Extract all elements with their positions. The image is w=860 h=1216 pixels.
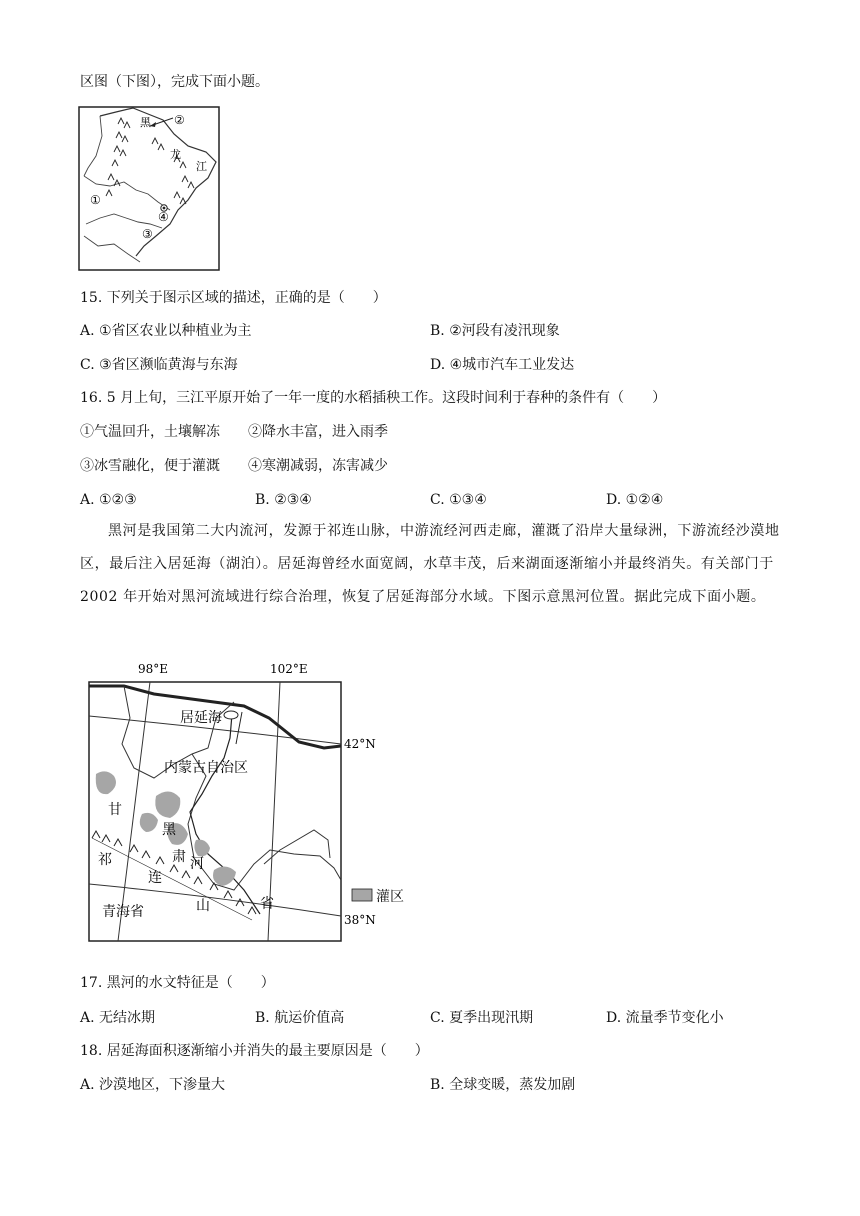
passage-text: 黑河是我国第二大内流河，发源于祁连山脉，中游流经河西走廊，灌溉了沿岸大量绿洲，下游流经沙漠地区，最后注入居延海（湖泊）。居延海曾经水面宽阔，水草丰茂，后来湖面逐渐缩小并最终消失。有关部门于 2002 年开始对黑河流域进行综合治理，恢复了居延海部分水域。下图示意黑河位置。据此完成下面小题。 <box>80 523 780 605</box>
q17-option-a[interactable]: A. 无结冰期 <box>80 1010 156 1026</box>
q16-option-c[interactable]: C. ①③④ <box>430 492 487 508</box>
q16-option-d[interactable]: D. ①②④ <box>606 492 664 508</box>
juyanhai-lake <box>224 711 238 719</box>
q16-stem: 16. 5 月上旬，三江平原开始了一年一度的水稻插秧工作。这段时间利于春种的条件有（ ） <box>80 390 667 406</box>
q16-option-a[interactable]: A. ①②③ <box>80 492 137 508</box>
label-lon-102: 102°E <box>270 662 308 676</box>
q17-option-c[interactable]: C. 夏季出现汛期 <box>430 1010 534 1026</box>
q15-option-c[interactable]: C. ③省区濒临黄海与东海 <box>80 357 238 373</box>
label-hei: 黑 <box>140 116 151 129</box>
label-qinghai: 青海省 <box>102 904 144 920</box>
label-circle-2: ② <box>174 113 185 127</box>
q17-stem: 17. 黑河的水文特征是（ ） <box>80 975 275 991</box>
label-qi: 祁 <box>98 852 112 868</box>
label-long: 龙 <box>170 148 181 161</box>
q18-stem: 18. 居延海面积逐渐缩小并消失的最主要原因是（ ） <box>80 1043 429 1059</box>
heihe-map <box>84 658 384 948</box>
label-lat-42: 42°N <box>344 737 376 751</box>
q16-items-row2: ③冰雪融化，便于灌溉 ④寒潮减弱，冻害减少 <box>80 458 388 474</box>
label-lian: 连 <box>148 870 162 886</box>
label-jiang: 江 <box>196 160 207 173</box>
label-lat-38: 38°N <box>344 913 376 927</box>
label-su: 肃 <box>172 849 186 865</box>
label-he: 河 <box>190 856 204 872</box>
q18-option-a[interactable]: A. 沙漠地区，下渗量大 <box>80 1077 226 1093</box>
label-lon-98: 98°E <box>138 662 169 676</box>
label-sheng: 省 <box>260 896 274 912</box>
q15-stem: 15. 下列关于图示区域的描述，正确的是（ ） <box>80 290 387 306</box>
q15-option-d[interactable]: D. ④城市汽车工业发达 <box>430 357 575 373</box>
label-circle-3: ③ <box>142 227 153 241</box>
label-shan: 山 <box>196 898 210 914</box>
q15-option-b[interactable]: B. ②河段有凌汛现象 <box>430 323 560 339</box>
q17-option-b[interactable]: B. 航运价值高 <box>255 1010 345 1026</box>
label-circle-4: ④ <box>158 210 169 224</box>
legend-label: 灌区 <box>376 889 404 905</box>
label-juyanhai: 居延海 <box>180 710 222 726</box>
label-hei: 黑 <box>162 822 176 838</box>
label-gan: 甘 <box>108 802 122 818</box>
legend-swatch <box>352 889 372 901</box>
intro-text: 区图（下图），完成下面小题。 <box>80 74 269 90</box>
q15-option-a[interactable]: A. ①省区农业以种植业为主 <box>80 323 252 339</box>
label-circle-1: ① <box>90 193 101 207</box>
q17-option-d[interactable]: D. 流量季节变化小 <box>606 1010 724 1026</box>
q16-items-row1: ①气温回升，土壤解冻 ②降水丰富，进入雨季 <box>80 424 388 440</box>
q18-option-b[interactable]: B. 全球变暖，蒸发加剧 <box>430 1077 576 1093</box>
label-neimenggu: 内蒙古自治区 <box>164 760 248 776</box>
northeast-map <box>78 106 220 272</box>
q16-option-b[interactable]: B. ②③④ <box>255 492 312 508</box>
